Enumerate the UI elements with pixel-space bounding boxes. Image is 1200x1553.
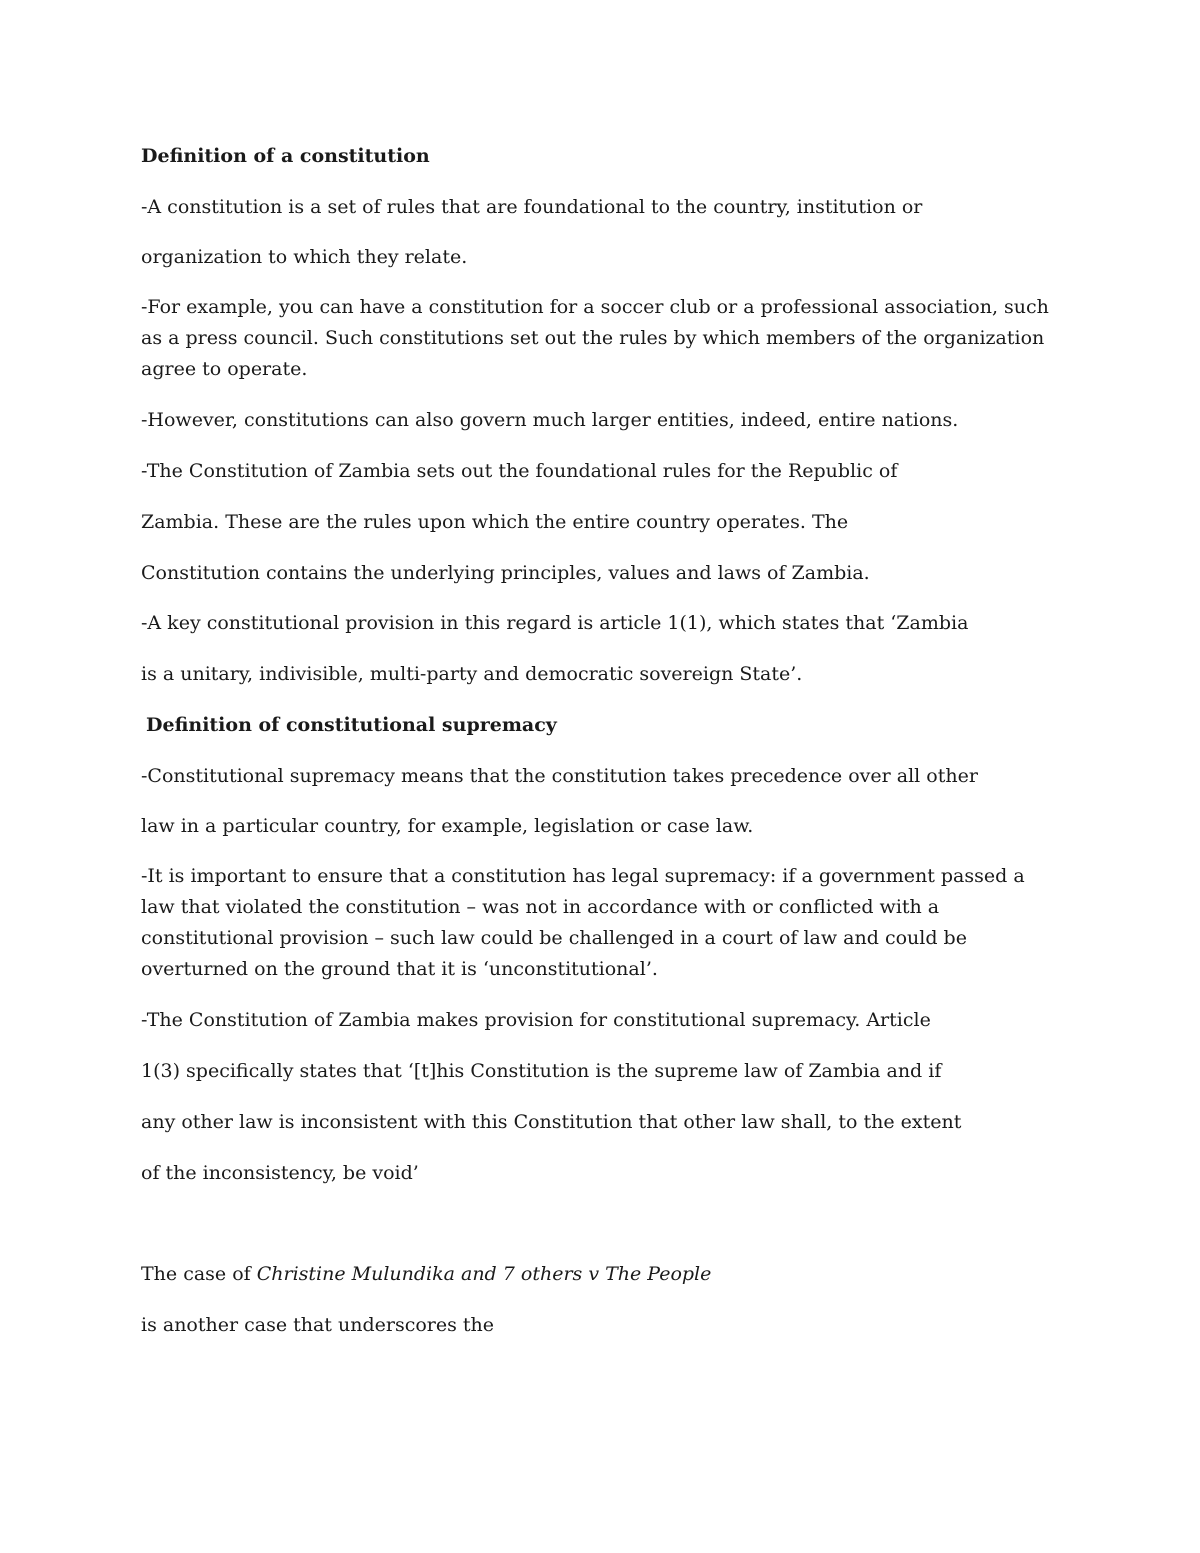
case-name: Christine Mulundika and 7 others v The People xyxy=(256,1263,712,1285)
case-citation-line xyxy=(141,1259,711,1290)
paragraph-line: law in a particular country, for example, legislation or case law. xyxy=(141,815,754,837)
paragraph-line: 1(3) specifically states that ‘[t]his Constitution is the supreme law of Zambia and if xyxy=(141,1060,942,1082)
paragraph-example: -For example, you can have a constitution for a soccer club or a professional association, such as a press council. Such constitutions set out the rules by which members of the organization agree to operate. xyxy=(141,296,1049,380)
paragraph-line: -A constitution is a set of rules that are foundational to the country, institution or xyxy=(141,196,923,218)
case-prefix: The case of xyxy=(141,1263,257,1285)
paragraph-line: Zambia. These are the rules upon which the entire country operates. The xyxy=(141,511,849,533)
paragraph-legal-supremacy: -It is important to ensure that a constitution has legal supremacy: if a government passed a law that violated the constitution – was not in accordance with or conflicted with a constitutional provision – such law could be challenged in a court of law and could be overturned on the ground that it is ‘unconstitutional’. xyxy=(141,865,1025,980)
paragraph-line: -The Constitution of Zambia sets out the foundational rules for the Republic of xyxy=(141,460,898,482)
heading-constitutional-supremacy: Definition of constitutional supremacy xyxy=(146,714,557,736)
paragraph-line: any other law is inconsistent with this Constitution that other law shall, to the extent xyxy=(141,1111,962,1133)
paragraph-line: organization to which they relate. xyxy=(141,246,468,268)
paragraph-line: -The Constitution of Zambia makes provision for constitutional supremacy. Article xyxy=(141,1009,931,1031)
paragraph-line: Constitution contains the underlying principles, values and laws of Zambia. xyxy=(141,562,870,584)
paragraph-line: is another case that underscores the xyxy=(141,1314,495,1336)
paragraph-line: -Constitutional supremacy means that the constitution takes precedence over all other xyxy=(141,765,978,787)
heading-definition-constitution: Definition of a constitution xyxy=(141,145,430,167)
paragraph-line: is a unitary, indivisible, multi-party and democratic sovereign State’. xyxy=(141,663,803,685)
paragraph-line: -A key constitutional provision in this regard is article 1(1), which states that ‘Zambia xyxy=(141,612,969,634)
paragraph-line: of the inconsistency, be void’ xyxy=(141,1162,419,1184)
paragraph-line: -However, constitutions can also govern much larger entities, indeed, entire nations. xyxy=(141,409,959,431)
